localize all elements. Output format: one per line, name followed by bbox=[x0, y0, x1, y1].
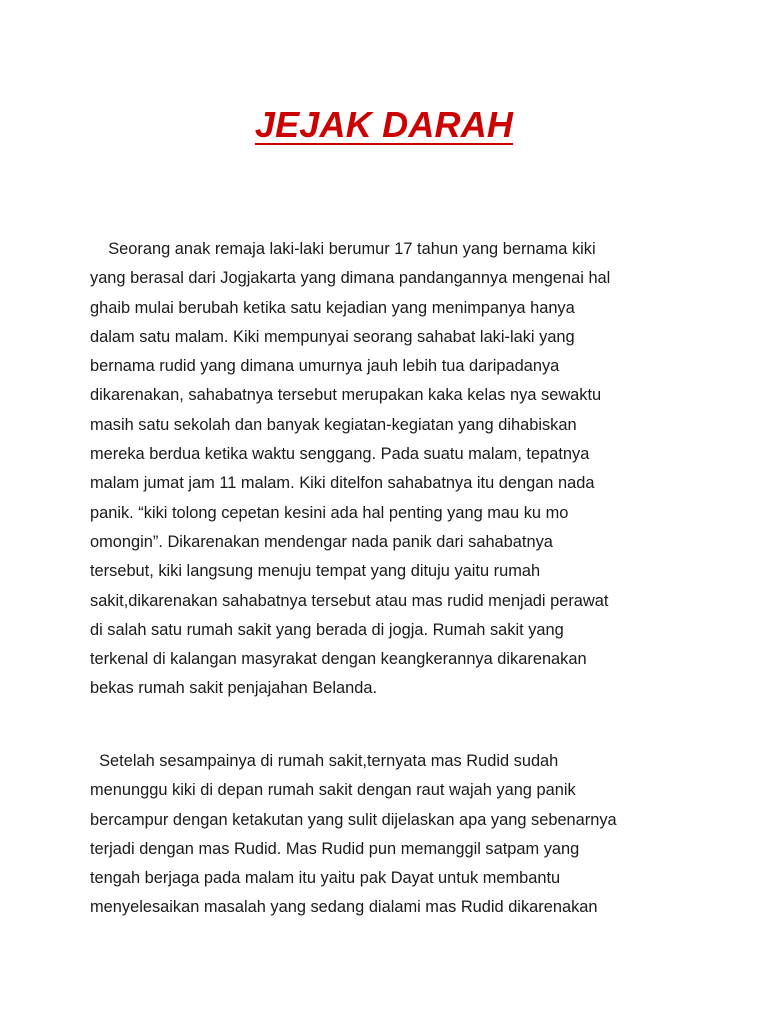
document-title: JEJAK DARAH bbox=[254, 104, 514, 145]
paragraph-line: Seorang anak remaja laki-laki berumur 17 tahun yang bernama kiki bbox=[90, 240, 596, 258]
paragraph-line: ghaib mulai berubah ketika satu kejadian yang menimpanya hanya bbox=[90, 298, 575, 317]
paragraph-line: menunggu kiki di depan rumah sakit dengan raut wajah yang panik bbox=[90, 781, 576, 800]
paragraph-line: yang berasal dari Jogjakarta yang dimana pandangannya mengenai hal bbox=[90, 269, 611, 288]
paragraph-line: tengah berjaga pada malam itu yaitu pak Dayat untuk membantu bbox=[90, 869, 561, 888]
paragraph-line: omongin”. Dikarenakan mendengar nada panik dari sahabatnya bbox=[90, 532, 553, 551]
paragraph-line: bercampur dengan ketakutan yang sulit dijelaskan apa yang sebenarnya bbox=[90, 810, 617, 829]
paragraph-line: bernama rudid yang dimana umurnya jauh lebih tua daripadanya bbox=[90, 357, 560, 376]
paragraph-line: dalam satu malam. Kiki mempunyai seorang sahabat laki-laki yang bbox=[90, 327, 575, 346]
paragraph-line: menyelesaikan masalah yang sedang dialami mas Rudid dikarenakan bbox=[90, 898, 598, 917]
paragraph-line: dikarenakan, sahabatnya tersebut merupakan kaka kelas nya sewaktu bbox=[90, 386, 602, 405]
paragraph-line: sakit,dikarenakan sahabatnya tersebut atau mas rudid menjadi perawat bbox=[90, 591, 609, 610]
paragraph-line: masih satu sekolah dan banyak kegiatan-kegiatan yang dihabiskan bbox=[90, 415, 577, 434]
paragraph-line: tersebut, kiki langsung menuju tempat yang dituju yaitu rumah bbox=[90, 562, 541, 581]
paragraph-line: terjadi dengan mas Rudid. Mas Rudid pun memanggil satpam yang bbox=[90, 839, 580, 858]
paragraph-line: Setelah sesampainya di rumah sakit,ternyata mas Rudid sudah bbox=[90, 752, 559, 770]
paragraph-line: terkenal di kalangan masyrakat dengan keangkerannya dikarenakan bbox=[90, 650, 587, 669]
paragraph-2 bbox=[90, 747, 690, 923]
paragraph-line: panik. “kiki tolong cepetan kesini ada hal penting yang mau ku mo bbox=[90, 503, 569, 522]
paragraph-line: mereka berdua ketika waktu senggang. Pada suatu malam, tepatnya bbox=[90, 445, 590, 464]
paragraph-line: malam jumat jam 11 malam. Kiki ditelfon sahabatnya itu dengan nada bbox=[90, 474, 595, 493]
paragraph-line: bekas rumah sakit penjajahan Belanda. bbox=[90, 679, 378, 698]
paragraph-1 bbox=[90, 235, 690, 704]
paragraph-line: di salah satu rumah sakit yang berada di jogja. Rumah sakit yang bbox=[90, 620, 564, 639]
